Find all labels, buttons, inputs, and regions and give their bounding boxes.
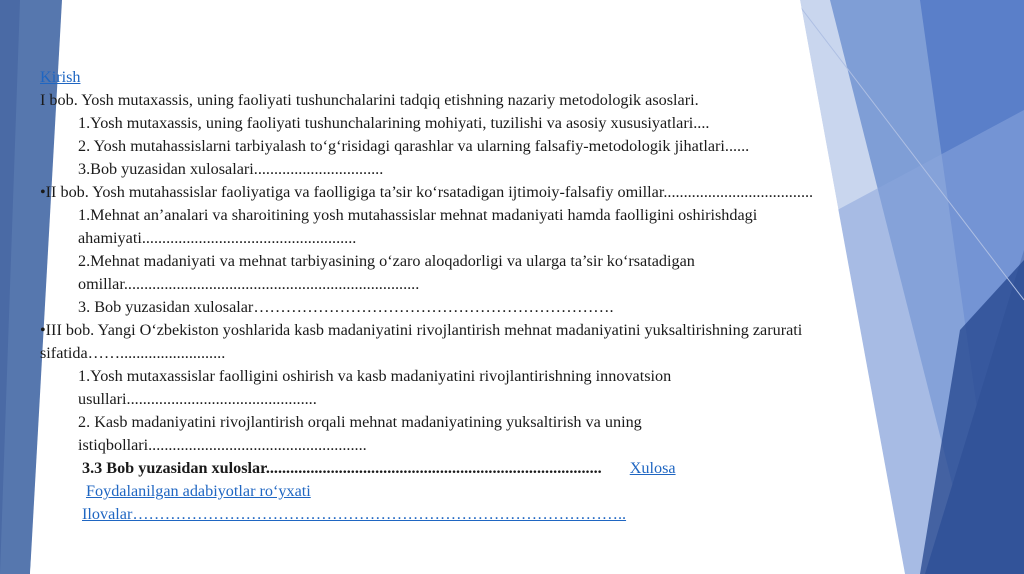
toc-chapter-1-title: I bob. Yosh mutaxassis, uning faoliyati tushunchalarini tadqiq etishning nazariy metodologik asoslari. (40, 91, 699, 109)
toc-chapter-3-section-3: 3.3 Bob yuzasidan xuloslar................................................................................... (82, 459, 602, 477)
toc-appendix-line (40, 503, 980, 526)
toc-chapter-2-section-2-line-1: 2.Mehnat madaniyati va mehnat tarbiyasining o‘zaro aloqadorligi va ularga ta’sir ko‘rsatadigan (78, 252, 695, 270)
toc-chapter-1-section-2: 2. Yosh mutahassislarni tarbiyalash to‘g‘risidagi qarashlar va ularning falsafiy-metodologik jihatlari...... (78, 137, 750, 155)
table-of-contents (40, 66, 980, 526)
toc-chapter-3-title-line-1: •III bob. Yangi O‘zbekiston yoshlarida kasb madaniyatini rivojlantirish mehnat madaniyatini yuksaltirishning zarurati (40, 321, 803, 339)
toc-chapter-2-title: •II bob. Yosh mutahassislar faoliyatiga va faolligiga ta’sir ko‘rsatadigan ijtimoiy-falsafiy omillar..................................... (40, 183, 814, 201)
toc-chapter-3-section-2-line-2: istiqbollari...................................................... (78, 436, 367, 454)
toc-references-line (40, 480, 980, 503)
toc-link-appendix[interactable]: Ilovalar……………………………………………………………………………….. (82, 505, 627, 523)
toc-chapter-3-section-3-line (40, 457, 980, 480)
toc-chapter-2-section-1-line-1: 1.Mehnat an’analari va sharoitining yosh mutahassislar mehnat madaniyati hamda faolligini oshirishdagi (78, 206, 758, 224)
toc-chapter-3-title-line-2: sifatida…….......................... (40, 344, 226, 362)
toc-chapter-2-section-2-line-2: omillar......................................................................... (78, 275, 420, 293)
toc-chapter-1-section-3: 3.Bob yuzasidan xulosalari................................ (78, 160, 384, 178)
toc-chapter-1-section-1: 1.Yosh mutaxassis, uning faoliyati tushunchalarining mohiyati, tuzilishi va asosiy xususiyatlari.... (78, 114, 710, 132)
toc-link-intro[interactable]: Kirish (40, 68, 81, 86)
toc-link-references[interactable]: Foydalanilgan adabiyotlar ro‘yxati (86, 482, 311, 500)
toc-chapter-2-section-1-line-2: ahamiyati..................................................... (78, 229, 357, 247)
toc-chapter-3-section-2-line-1: 2. Kasb madaniyatini rivojlantirish orqali mehnat madaniyatining yuksaltirish va uning (78, 413, 642, 431)
toc-chapter-3-section-1-line-2: usullari............................................... (78, 390, 317, 408)
toc-link-conclusion[interactable]: Xulosa (629, 459, 676, 477)
toc-chapter-2-section-3: 3. Bob yuzasidan xulosalar…………………………………………………………. (78, 298, 614, 316)
toc-chapter-3-section-1-line-1: 1.Yosh mutaxassislar faolligini oshirish va kasb madaniyatini rivojlantirishning innovatsion (78, 367, 672, 385)
toc-intro-line (40, 66, 980, 89)
